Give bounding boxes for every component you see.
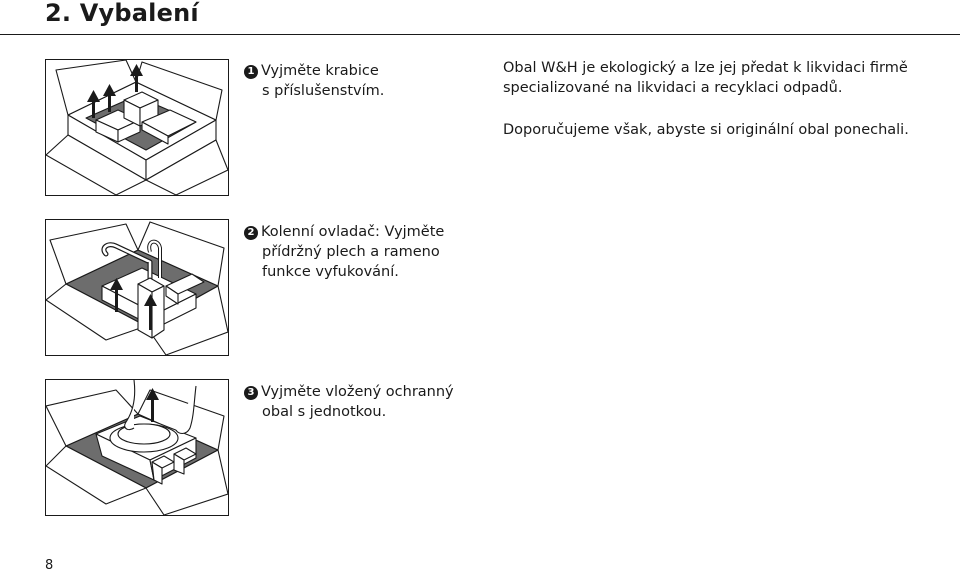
protective-packaging-illustration — [45, 379, 229, 516]
box-with-accessories-illustration — [45, 59, 229, 196]
knee-control-illustration — [45, 219, 229, 356]
knee-control-drawing — [46, 220, 228, 355]
step-2-line-2: přídržný plech a rameno — [262, 244, 440, 260]
keep-packaging-note: Doporučujeme však, abyste si originální obal ponechali. — [503, 122, 909, 138]
step-2-number-badge: 2 — [244, 226, 258, 240]
step-1-number-badge: 1 — [244, 65, 258, 79]
step-3-text — [244, 382, 454, 422]
section-title: 2. Vybalení — [45, 0, 199, 27]
step-1-line-1: Vyjměte krabice — [261, 63, 379, 79]
box-with-accessories-drawing — [46, 60, 228, 195]
header-rule — [0, 34, 960, 35]
step-3-line-2: obal s jednotkou. — [262, 404, 387, 420]
step-3-number-badge: 3 — [244, 386, 258, 400]
protective-packaging-drawing — [46, 380, 228, 515]
step-1-text — [244, 61, 384, 101]
step-2-line-3: funkce vyfukování. — [262, 264, 399, 280]
disposal-note — [503, 58, 943, 98]
step-2-line-1: Kolenní ovladač: Vyjměte — [261, 224, 445, 240]
disposal-note-line-2: specializované na likvidaci a recyklaci odpadů. — [503, 80, 843, 96]
step-3-line-1: Vyjměte vložený ochranný — [261, 384, 454, 400]
page-number: 8 — [45, 558, 54, 573]
step-2-text — [244, 222, 444, 282]
disposal-note-line-1: Obal W&H je ekologický a lze jej předat k likvidaci firmě — [503, 60, 908, 76]
step-1-line-2: s příslušenstvím. — [262, 83, 385, 99]
